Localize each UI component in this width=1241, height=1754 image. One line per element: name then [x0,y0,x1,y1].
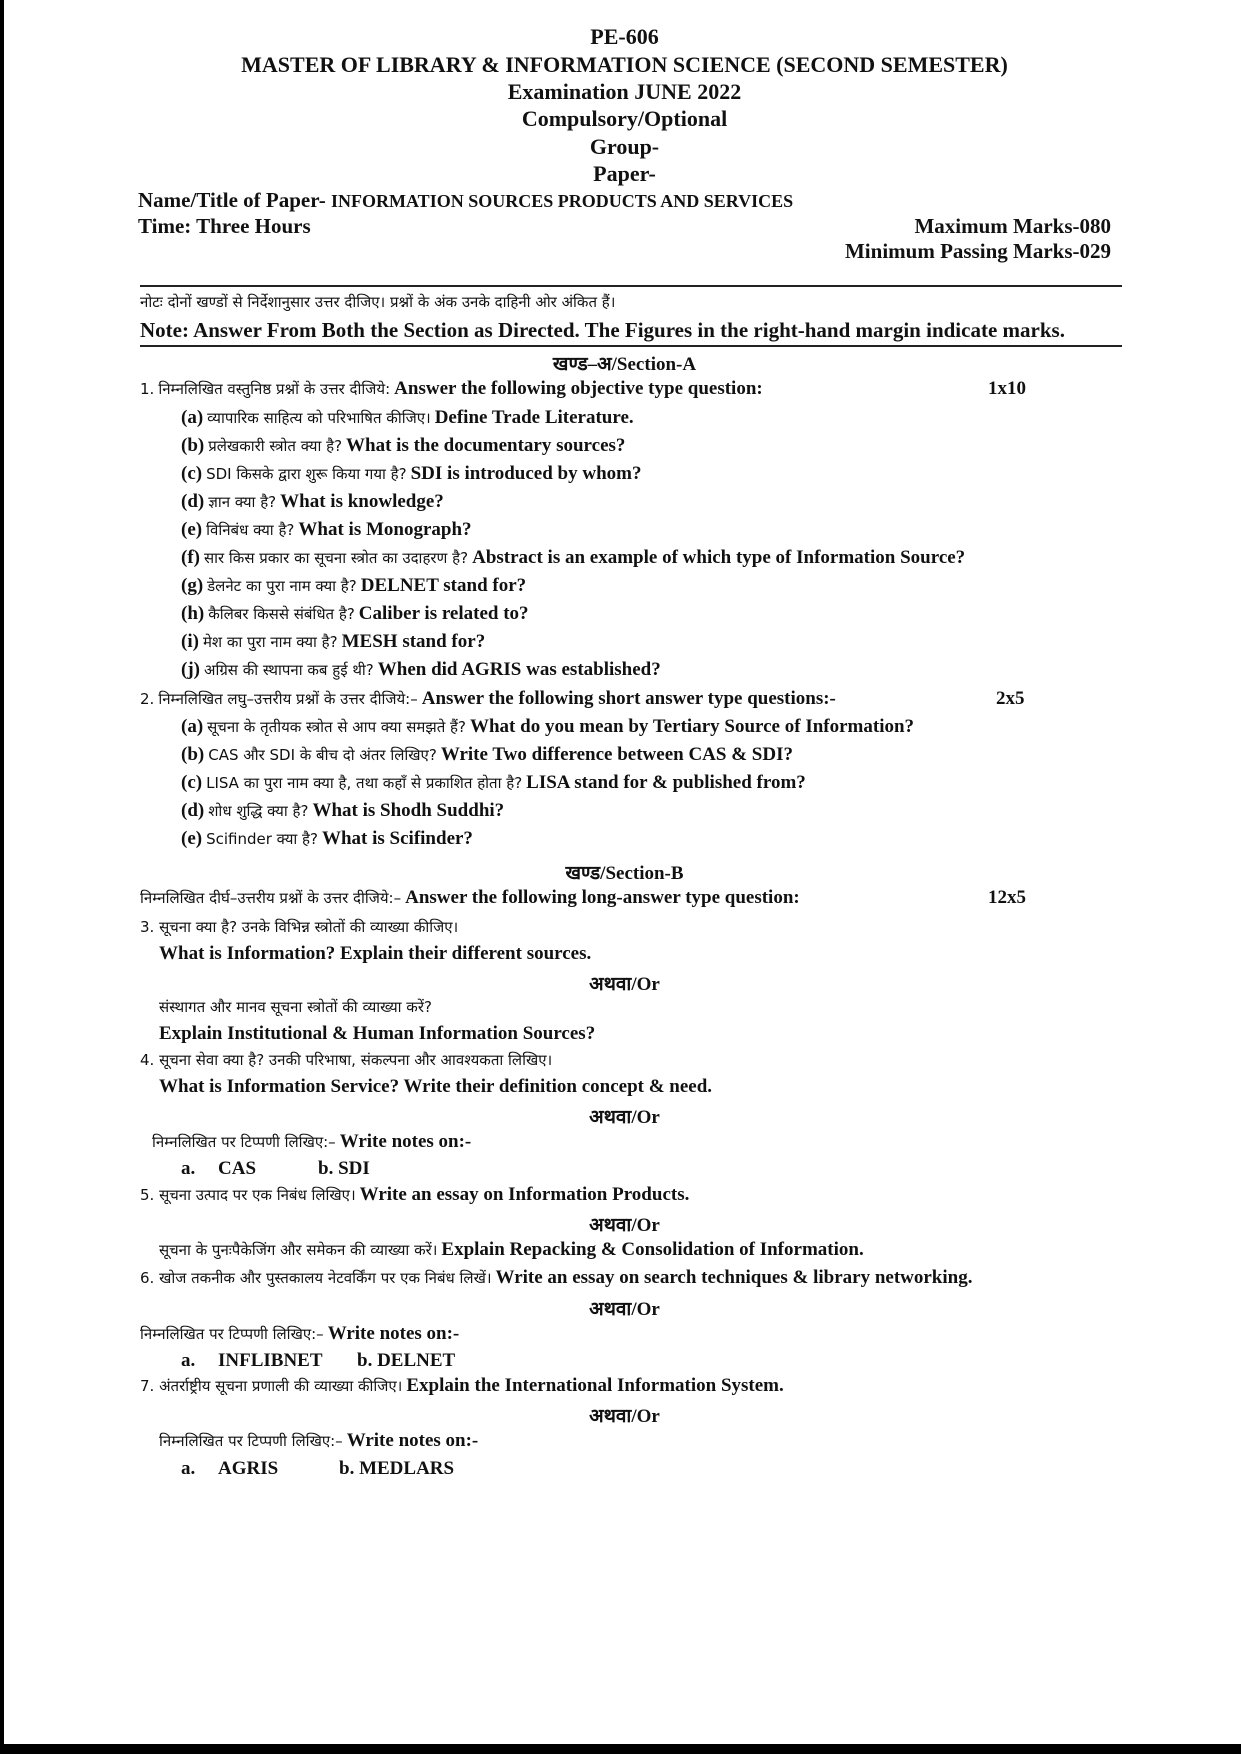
q1-item: (h) कैलिबर किससे संबंधित है? Caliber is related to? [181,603,529,624]
section-b-instruction: निम्नलिखित दीर्घ–उत्तरीय प्रश्नों के उत्तर दीजिये:– Answer the following long-answer type question: [140,887,800,908]
q2-item: (b) CAS और SDI के बीच दो अंतर लिखिए? Write Two difference between CAS & SDI? [181,744,793,765]
q2-item: (a) सूचना के तृतीयक स्त्रोत से आप क्या समझते हैं? What do you mean by Tertiary Source of Information? [181,716,915,737]
paper-code: PE-606 [590,24,659,49]
q1-item: (a) व्यापारिक साहित्य को परिभाषित कीजिए। Define Trade Literature. [181,407,634,428]
exam-page [4,0,1241,1744]
q2-item: (d) शोध शुद्धि क्या है? What is Shodh Suddhi? [181,800,505,821]
q4-alt-a-label: a. [181,1158,196,1179]
q1-item: (d) ज्ञान क्या है? What is knowledge? [181,491,444,512]
q6-alt-b: b. DELNET [357,1350,456,1371]
q5-heading: 5. सूचना उत्पाद पर एक निबंध लिखिए। Write an essay on Information Products. [140,1184,690,1205]
or-divider: अथवा/Or [589,974,660,995]
or-divider: अथवा/Or [589,1406,660,1427]
q4-alt-a: CAS [218,1158,257,1179]
q1-heading: 1. निम्नलिखित वस्तुनिष्ठ प्रश्नों के उत्तर दीजिये: Answer the following objective type question: [140,378,763,399]
q3-hindi: 3. सूचना क्या है? उनके विभिन्न स्त्रोतों की व्याख्या कीजिए। [140,918,459,936]
q2-item: (e) Scifinder क्या है? What is Scifinder? [181,828,473,849]
q7-alt-b: b. MEDLARS [339,1458,455,1479]
q6-heading: 6. खोज तकनीक और पुस्तकालय नेटवर्किंग पर एक निबंध लिखें। Write an essay on search techniques & library networking. [140,1267,973,1288]
time-label: Time: Three Hours [138,214,311,238]
q4-alt-b: b. SDI [318,1158,370,1179]
or-divider: अथवा/Or [589,1215,660,1236]
section-a-title: खण्ड–अ/Section-A [552,354,697,375]
section-b-marks: 12x5 [988,887,1026,908]
q1-item: (i) मेश का पुरा नाम क्या है? MESH stand for? [181,631,486,652]
q6-alt-a-label: a. [181,1350,196,1371]
paper-type: Compulsory/Optional [521,106,728,131]
q2-marks: 2x5 [996,688,1025,709]
q1-item: (b) प्रलेखकारी स्त्रोत क्या है? What is the documentary sources? [181,435,626,456]
group-label: Group- [589,134,660,159]
q4-alt-heading: निम्नलिखित पर टिप्पणी लिखिए:– Write notes on:- [152,1131,472,1152]
q1-marks: 1x10 [988,378,1026,399]
q1-item: (e) विनिबंध क्या है? What is Monograph? [181,519,472,540]
note-hindi: नोटः दोनों खण्डों से निर्देशानुसार उत्तर दीजिए। प्रश्नों के अंक उनके दाहिनी ओर अंकित हैं। [140,293,616,311]
q1-item: (f) सार किस प्रकार का सूचना स्त्रोत का उदाहरण है? Abstract is an example of which type of Information Source? [181,547,966,568]
or-divider: अथवा/Or [589,1299,660,1320]
q3-alt-hindi: संस्थागत और मानव सूचना स्त्रोतों की व्याख्या करें? [159,998,432,1016]
q1-item: (j) अग्रिस की स्थापना कब हुई थी? When did AGRIS was established? [181,659,661,680]
paper-title-value: INFORMATION SOURCES PRODUCTS AND SERVICES [331,191,794,211]
q2-item: (c) LISA का पुरा नाम क्या है, तथा कहाँ से प्रकाशित होता है? LISA stand for & published from? [181,772,806,793]
exam-title: Examination JUNE 2022 [507,79,742,104]
min-marks: Minimum Passing Marks-029 [844,239,1111,263]
q5-alt: सूचना के पुनःपैकेजिंग और समेकन की व्याख्या करें। Explain Repacking & Consolidation of Information. [159,1239,864,1260]
program-title: MASTER OF LIBRARY & INFORMATION SCIENCE (SECOND SEMESTER) [241,52,1008,77]
divider-top [140,285,1122,287]
q7-alt-a: AGRIS [218,1458,279,1479]
q3-english: What is Information? Explain their different sources. [159,943,592,964]
note-english: Note: Answer From Both the Section as Directed. The Figures in the right-hand margin indicate marks. [140,318,1065,342]
q3-alt-english: Explain Institutional & Human Information Sources? [159,1023,596,1044]
q6-alt-a: INFLIBNET [218,1350,323,1371]
q4-english: What is Information Service? Write their definition concept & need. [159,1076,713,1097]
q7-heading: 7. अंतर्राष्ट्रीय सूचना प्रणाली की व्याख्या कीजिए। Explain the International Information System. [140,1375,784,1396]
q2-heading: 2. निम्नलिखित लघु–उत्तरीय प्रश्नों के उत्तर दीजिये:– Answer the following short answer type questions:- [140,688,836,709]
section-b-title: खण्ड/Section-B [565,863,684,884]
q1-item: (c) SDI किसके द्वारा शुरू किया गया है? SDI is introduced by whom? [181,463,642,484]
or-divider: अथवा/Or [589,1107,660,1128]
q7-alt-heading: निम्नलिखित पर टिप्पणी लिखिए:– Write notes on:- [159,1430,479,1451]
divider-bottom [140,345,1122,347]
paper-title-label: Name/Title of Paper- [138,188,326,212]
q1-item: (g) डेलनेट का पुरा नाम क्या है? DELNET stand for? [181,575,527,596]
paper-label: Paper- [593,161,656,186]
paper-title-row [138,188,793,213]
q4-hindi: 4. सूचना सेवा क्या है? उनकी परिभाषा, संकल्पना और आवश्यकता लिखिए। [140,1051,553,1069]
q7-alt-a-label: a. [181,1458,196,1479]
max-marks: Maximum Marks-080 [914,214,1111,238]
q6-alt-heading: निम्नलिखित पर टिप्पणी लिखिए:– Write notes on:- [140,1323,460,1344]
